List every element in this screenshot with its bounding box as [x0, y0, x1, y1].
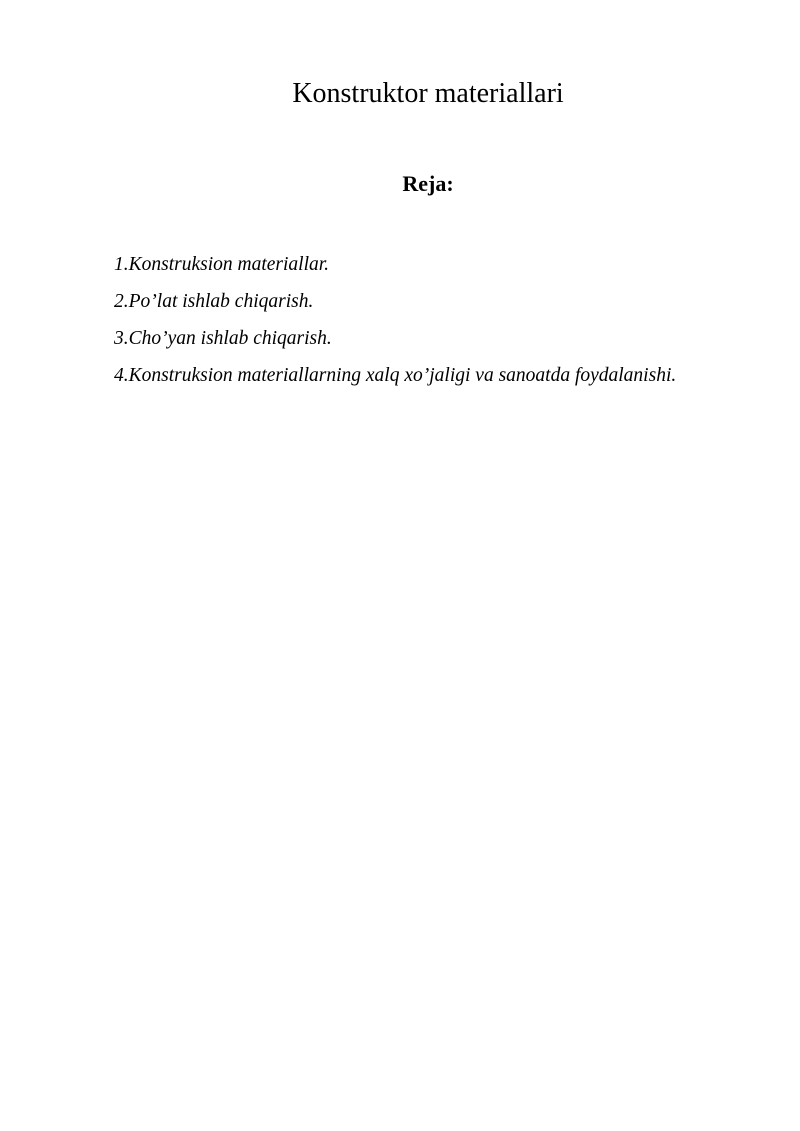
- plan-item: 4.Konstruksion materiallarning xalq xo’jaligi va sanoatda foydalanishi.: [114, 365, 677, 386]
- document-title: Konstruktor materiallari: [292, 78, 564, 109]
- plan-list: [114, 253, 774, 401]
- plan-item: 1.Konstruksion materiallar.: [114, 254, 330, 275]
- plan-item: 3.Cho’yan ishlab chiqarish.: [114, 328, 332, 349]
- plan-item: 2.Po’lat ishlab chiqarish.: [114, 291, 314, 312]
- plan-heading: Reja:: [402, 171, 454, 196]
